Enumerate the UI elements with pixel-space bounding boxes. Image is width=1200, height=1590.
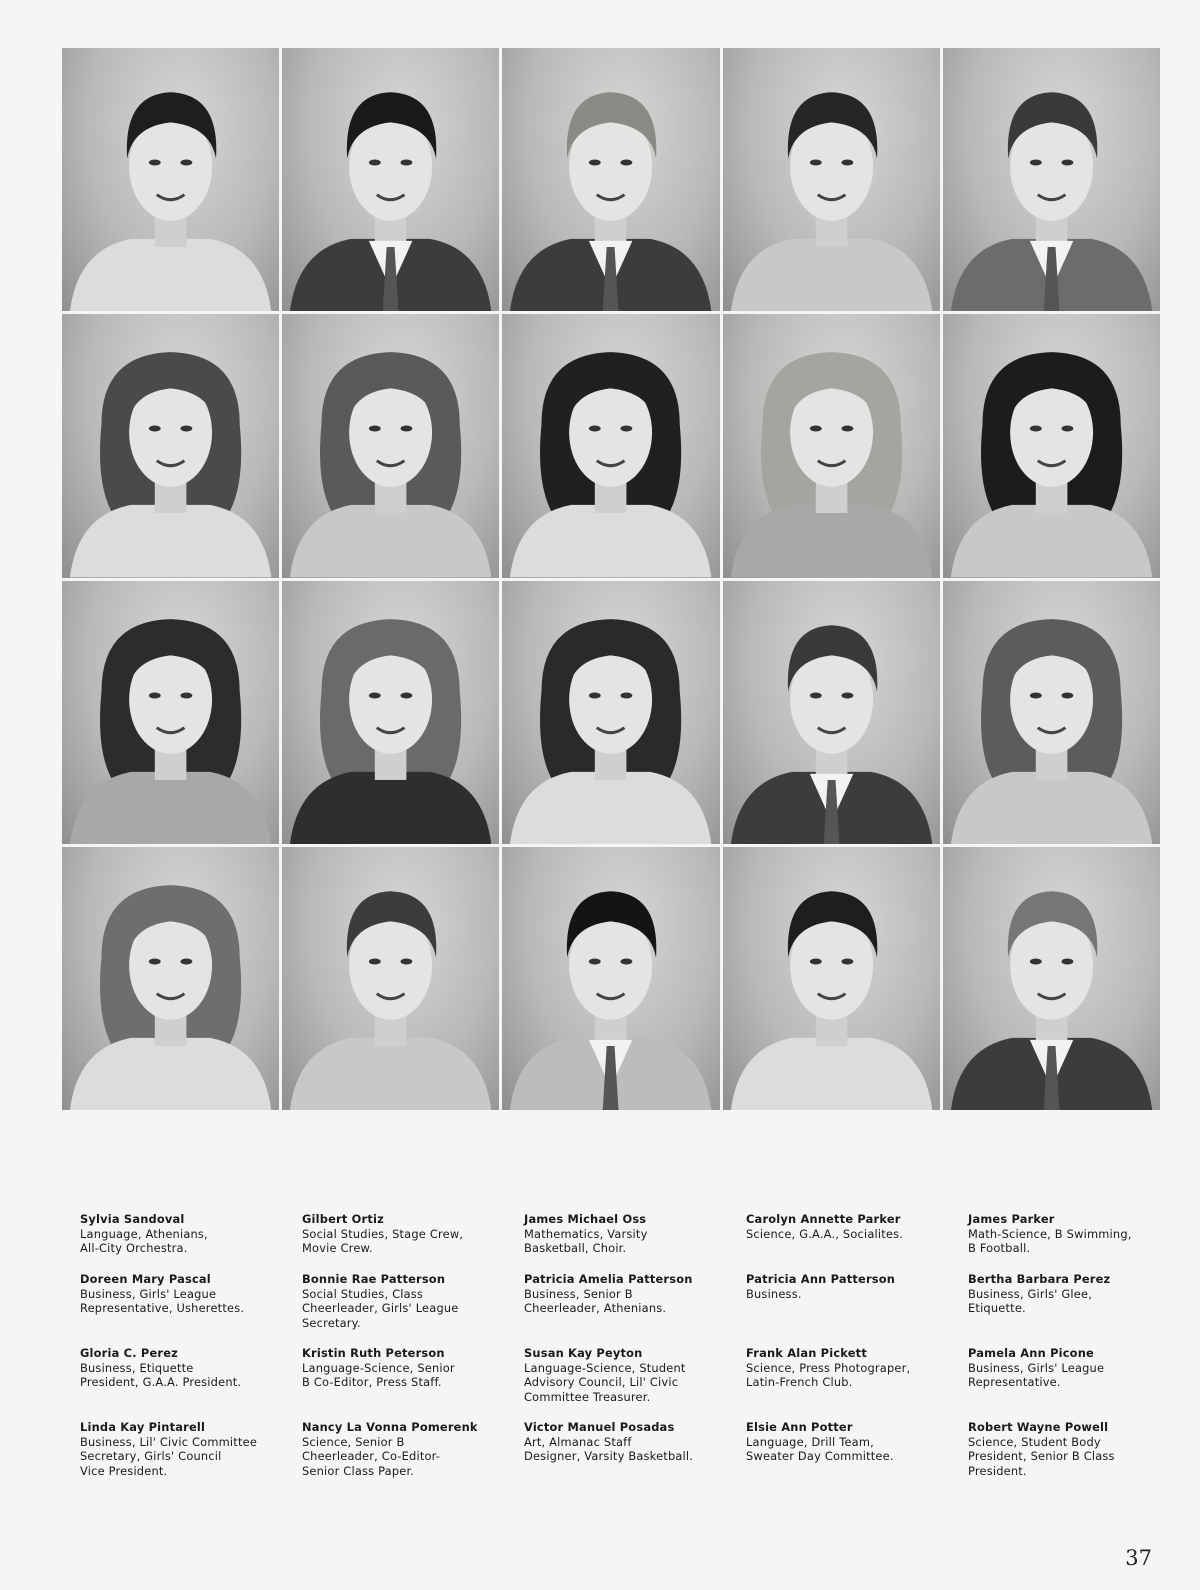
student-caption <box>524 1272 746 1344</box>
student-name: Robert Wayne Powell <box>968 1420 1109 1434</box>
student-activities: Business. <box>746 1286 802 1301</box>
portrait-photo <box>282 581 499 844</box>
portrait-photo <box>62 48 279 311</box>
student-activities: Language-Science, Student Advisory Council, Lil' Civic Committee Treasurer. <box>524 1360 686 1404</box>
portrait-photo <box>282 48 499 311</box>
portrait-photo <box>502 48 719 311</box>
student-activities: Social Studies, Class Cheerleader, Girls' League Secretary. <box>302 1286 459 1330</box>
student-name: Carolyn Annette Parker <box>746 1212 901 1226</box>
student-name: Patricia Ann Patterson <box>746 1272 896 1286</box>
student-portrait <box>943 847 1160 1110</box>
student-caption <box>302 1346 524 1418</box>
student-activities: Social Studies, Stage Crew, Movie Crew. <box>302 1226 464 1256</box>
portrait-photo <box>723 48 940 311</box>
student-portrait <box>62 581 279 844</box>
student-caption <box>968 1212 1190 1270</box>
student-caption <box>524 1346 746 1418</box>
student-portrait <box>62 847 279 1110</box>
student-caption <box>968 1272 1190 1344</box>
student-activities: Science, Student Body President, Senior B Class President. <box>968 1434 1115 1478</box>
student-activities: Math-Science, B Swimming, B Football. <box>968 1226 1132 1256</box>
student-portrait <box>723 847 940 1110</box>
portrait-photo <box>943 314 1160 577</box>
student-portrait <box>282 48 499 311</box>
portrait-photo <box>502 847 719 1110</box>
student-portrait <box>62 48 279 311</box>
student-activities: Language, Athenians, All-City Orchestra. <box>80 1226 208 1256</box>
student-caption <box>746 1212 968 1270</box>
portrait-photo <box>723 581 940 844</box>
student-portrait <box>943 314 1160 577</box>
portrait-photo <box>502 314 719 577</box>
student-portrait <box>723 581 940 844</box>
student-name: Elsie Ann Potter <box>746 1420 853 1434</box>
student-activities: Language, Drill Team, Sweater Day Committee. <box>746 1434 894 1464</box>
student-portrait <box>62 314 279 577</box>
student-name: Doreen Mary Pascal <box>80 1272 211 1286</box>
portrait-photo <box>282 847 499 1110</box>
student-portrait <box>502 48 719 311</box>
student-name: James Michael Oss <box>524 1212 647 1226</box>
student-name: Frank Alan Pickett <box>746 1346 867 1360</box>
student-caption <box>80 1212 302 1270</box>
student-portrait <box>943 48 1160 311</box>
student-name: Linda Kay Pintarell <box>80 1420 206 1434</box>
student-activities: Business, Girls' Glee, Etiquette. <box>968 1286 1093 1316</box>
student-name: Pamela Ann Picone <box>968 1346 1094 1360</box>
portrait-photo <box>943 847 1160 1110</box>
student-portrait <box>943 581 1160 844</box>
student-name: Gilbert Ortiz <box>302 1212 384 1226</box>
student-caption <box>302 1420 524 1492</box>
portrait-photo <box>943 48 1160 311</box>
student-activities: Business, Senior B Cheerleader, Athenians. <box>524 1286 667 1316</box>
student-activities: Business, Lil' Civic Committee Secretary, Girls' Council Vice President. <box>80 1434 258 1478</box>
student-caption <box>746 1346 968 1418</box>
student-portrait <box>723 314 940 577</box>
portrait-grid <box>62 48 1160 1110</box>
student-portrait <box>502 847 719 1110</box>
portrait-photo <box>502 581 719 844</box>
student-name: Gloria C. Perez <box>80 1346 178 1360</box>
portrait-photo <box>62 581 279 844</box>
student-caption <box>746 1272 968 1344</box>
student-name: Susan Kay Peyton <box>524 1346 643 1360</box>
student-portrait <box>502 314 719 577</box>
caption-grid <box>80 1212 1160 1492</box>
student-caption <box>968 1420 1190 1492</box>
student-activities: Business, Girls' League Representative. <box>968 1360 1105 1390</box>
student-name: James Parker <box>968 1212 1055 1226</box>
portrait-photo <box>723 314 940 577</box>
student-portrait <box>502 581 719 844</box>
student-name: Nancy La Vonna Pomerenk <box>302 1420 478 1434</box>
student-caption <box>524 1420 746 1492</box>
student-caption <box>746 1420 968 1492</box>
portrait-photo <box>943 581 1160 844</box>
student-caption <box>80 1346 302 1418</box>
student-portrait <box>282 314 499 577</box>
student-activities: Language-Science, Senior B Co-Editor, Press Staff. <box>302 1360 455 1390</box>
student-activities: Science, Press Photograper, Latin-French Club. <box>746 1360 911 1390</box>
student-name: Patricia Amelia Patterson <box>524 1272 693 1286</box>
student-activities: Science, G.A.A., Socialites. <box>746 1226 904 1241</box>
portrait-photo <box>62 314 279 577</box>
student-name: Bonnie Rae Patterson <box>302 1272 446 1286</box>
student-name: Sylvia Sandoval <box>80 1212 185 1226</box>
student-portrait <box>282 847 499 1110</box>
student-caption <box>524 1212 746 1270</box>
student-portrait <box>723 48 940 311</box>
student-caption <box>968 1346 1190 1418</box>
student-portrait <box>282 581 499 844</box>
student-caption <box>80 1420 302 1492</box>
student-caption <box>80 1272 302 1344</box>
student-activities: Science, Senior B Cheerleader, Co-Editor- Senior Class Paper. <box>302 1434 441 1478</box>
student-name: Victor Manuel Posadas <box>524 1420 675 1434</box>
student-name: Kristin Ruth Peterson <box>302 1346 445 1360</box>
student-activities: Art, Almanac Staff Designer, Varsity Basketball. <box>524 1434 694 1464</box>
student-caption <box>302 1212 524 1270</box>
student-activities: Business, Girls' League Representative, Usherettes. <box>80 1286 245 1316</box>
student-caption <box>302 1272 524 1344</box>
student-name: Bertha Barbara Perez <box>968 1272 1111 1286</box>
portrait-photo <box>62 847 279 1110</box>
page-number: 37 <box>1125 1546 1152 1570</box>
portrait-photo <box>723 847 940 1110</box>
student-activities: Mathematics, Varsity Basketball, Choir. <box>524 1226 648 1256</box>
portrait-photo <box>282 314 499 577</box>
student-activities: Business, Etiquette President, G.A.A. President. <box>80 1360 242 1390</box>
